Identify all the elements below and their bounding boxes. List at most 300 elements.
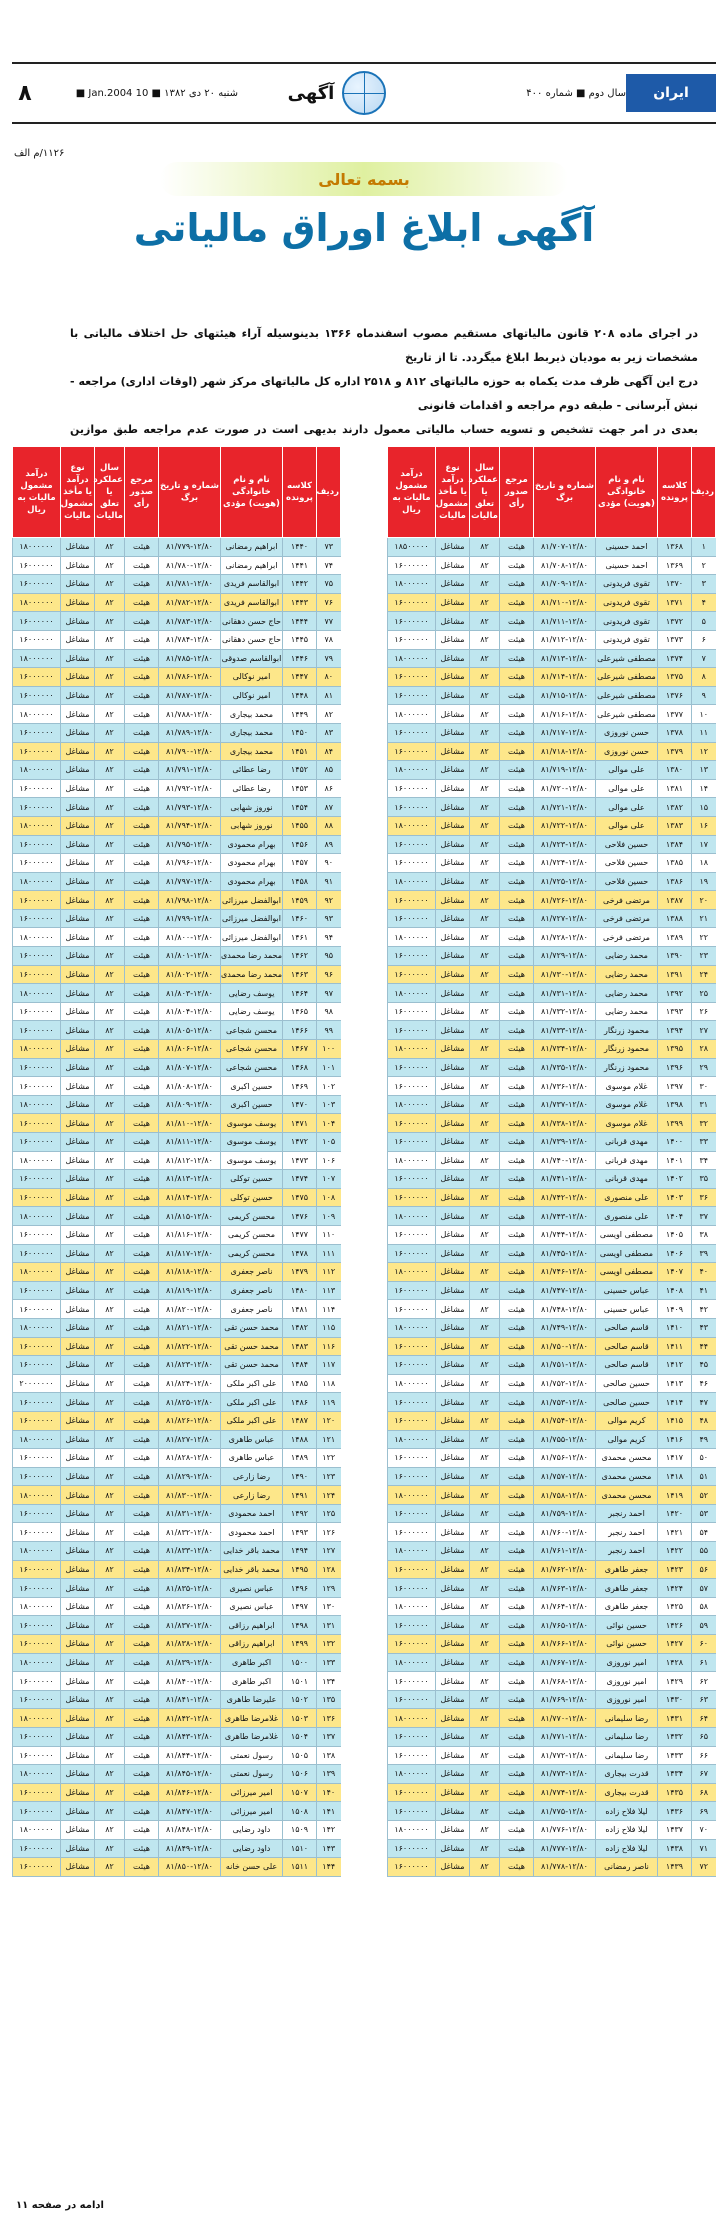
table-cell: هیئت — [500, 1188, 534, 1207]
table-cell: ۴۳ — [692, 1318, 716, 1337]
table-cell: ۱۸۰۰۰۰۰۰ — [388, 1765, 436, 1784]
table-cell: علی اکبر ملکی — [221, 1393, 283, 1412]
table-cell: ۸۱/۷۵۴-۱۲/۸۰ — [534, 1411, 596, 1430]
table-cell: ۱۱۵ — [317, 1318, 341, 1337]
table-cell: ۱۶۰۰۰۰۰۰ — [388, 1690, 436, 1709]
table-cell: عباس حسینی — [596, 1281, 658, 1300]
table-cell: ابوالفضل میرزائی — [221, 909, 283, 928]
table-cell: محسن شجاعی — [221, 1058, 283, 1077]
table-cell: کریم موالی — [596, 1411, 658, 1430]
table-cell: ۸۱/۸۴۵-۱۲/۸۰ — [159, 1765, 221, 1784]
table-cell: ۱۶۰۰۰۰۰۰ — [388, 1411, 436, 1430]
table-row — [388, 1244, 716, 1263]
table-row — [388, 1783, 716, 1802]
table-cell: ۸۲ — [470, 965, 500, 984]
table-cell: مشاغل — [436, 1021, 470, 1040]
table-row — [388, 798, 716, 817]
table-row — [13, 1356, 341, 1375]
table-row — [13, 1077, 341, 1096]
table-cell: هیئت — [500, 612, 534, 631]
table-cell: هیئت — [500, 723, 534, 742]
table-cell: ۸۲ — [470, 779, 500, 798]
table-cell: ۵۴ — [692, 1523, 716, 1542]
table-cell: مشاغل — [436, 1263, 470, 1282]
table-cell: ۱۴۳۹ — [658, 1858, 692, 1877]
table-cell: مشاغل — [436, 556, 470, 575]
table-cell: ۸۲ — [95, 1542, 125, 1561]
table-cell: ۸۲ — [95, 1449, 125, 1468]
table-cell: ۱۰۵ — [317, 1133, 341, 1152]
table-cell: ۸۱/۷۸۵-۱۲/۸۰ — [159, 649, 221, 668]
table-cell: ۱۶۰۰۰۰۰۰ — [13, 1393, 61, 1412]
table-cell: هیئت — [125, 723, 159, 742]
table-cell: ۱۳۹۱ — [658, 965, 692, 984]
table-row — [13, 538, 341, 557]
table-cell: ۸۲ — [470, 1635, 500, 1654]
table-cell: مشاغل — [61, 1374, 95, 1393]
table-cell: محسن محمدی — [596, 1467, 658, 1486]
table-cell: ۱۶۰۰۰۰۰۰ — [13, 1300, 61, 1319]
table-cell: علی اکبر ملکی — [221, 1411, 283, 1430]
table-cell: ۱۰۲ — [317, 1077, 341, 1096]
table-cell: هیئت — [125, 1542, 159, 1561]
table-row — [388, 1858, 716, 1877]
table-cell: ۸۲ — [95, 1244, 125, 1263]
table-cell: ۱۱۴ — [317, 1300, 341, 1319]
table-cell: هیئت — [125, 761, 159, 780]
table-cell: ۱۶۰۰۰۰۰۰ — [388, 947, 436, 966]
table-cell: مشاغل — [436, 1040, 470, 1059]
table-cell: ۱۴۵۵ — [283, 816, 317, 835]
table-cell: ۳۸ — [692, 1225, 716, 1244]
table-cell: ۱۳۹۲ — [658, 984, 692, 1003]
table-cell: قدرت بیجاری — [596, 1783, 658, 1802]
table-cell: لیلا فلاح زاده — [596, 1820, 658, 1839]
table-cell: نوروز شهابی — [221, 798, 283, 817]
table-cell: ۱۴۰۸ — [658, 1281, 692, 1300]
table-cell: ۸۲ — [470, 1709, 500, 1728]
table-cell: ۱۳۱ — [317, 1616, 341, 1635]
table-cell: ۱۴۴ — [317, 1858, 341, 1877]
table-cell: ۷۴ — [317, 556, 341, 575]
table-cell: مشاغل — [436, 649, 470, 668]
table-cell: ۱۴۱۷ — [658, 1449, 692, 1468]
table-cell: هیئت — [500, 1709, 534, 1728]
table-cell: ۱۶۰۰۰۰۰۰ — [13, 835, 61, 854]
table-cell: ۸۲ — [95, 1635, 125, 1654]
table-cell: هیئت — [500, 1802, 534, 1821]
table-cell: مشاغل — [61, 1653, 95, 1672]
table-cell: ۱۴۰۱ — [658, 1151, 692, 1170]
table-cell: ۸۲ — [470, 761, 500, 780]
table-cell: ۱۶۰۰۰۰۰۰ — [13, 1133, 61, 1152]
table-cell: ۱۳۳ — [317, 1653, 341, 1672]
table-cell: ۷۳ — [317, 538, 341, 557]
table-cell: مشاغل — [61, 1616, 95, 1635]
table-cell: عباس حسینی — [596, 1300, 658, 1319]
table-cell: هیئت — [500, 538, 534, 557]
table-cell: ۸۲ — [95, 1188, 125, 1207]
table-cell: هیئت — [125, 816, 159, 835]
table-cell: هیئت — [500, 891, 534, 910]
table-row — [13, 1820, 341, 1839]
table-cell: هیئت — [125, 1746, 159, 1765]
table-cell: مشاغل — [436, 1746, 470, 1765]
table-cell: نوروز شهابی — [221, 816, 283, 835]
column-header: ردیف — [317, 447, 341, 538]
table-row — [13, 761, 341, 780]
table-cell: ۱۶۰۰۰۰۰۰ — [388, 1467, 436, 1486]
table-cell: ۸۲ — [470, 1077, 500, 1096]
table-cell: ۱۶۰۰۰۰۰۰ — [388, 1337, 436, 1356]
table-cell: هیئت — [125, 798, 159, 817]
table-cell: ۱۰۱ — [317, 1058, 341, 1077]
column-header: درآمد مشمول مالیات به ریال — [388, 447, 436, 538]
table-cell: ۱۴۶۵ — [283, 1002, 317, 1021]
table-row — [388, 1690, 716, 1709]
table-cell: ۶۸ — [692, 1783, 716, 1802]
table-cell: ۸۲ — [470, 686, 500, 705]
table-cell: ۸۱/۸۴۶-۱۲/۸۰ — [159, 1783, 221, 1802]
table-cell: ۸۲ — [470, 835, 500, 854]
table-cell: ۱۶۰۰۰۰۰۰ — [388, 1188, 436, 1207]
table-cell: مشاغل — [436, 1449, 470, 1468]
table-cell: بهرام محمودی — [221, 854, 283, 873]
table-cell: مشاغل — [61, 723, 95, 742]
table-row — [388, 891, 716, 910]
table-cell: ۱۵۱۰ — [283, 1839, 317, 1858]
column-header: شماره و تاریخ برگ — [534, 447, 596, 538]
table-cell: عباس نصیری — [221, 1597, 283, 1616]
table-cell: ۸۱/۸۲۹-۱۲/۸۰ — [159, 1467, 221, 1486]
table-row — [13, 1672, 341, 1691]
table-cell: ۱۴۴۷ — [283, 668, 317, 687]
table-cell: ۸۲ — [95, 1802, 125, 1821]
table-cell: مشاغل — [436, 947, 470, 966]
table-cell: مشاغل — [61, 1560, 95, 1579]
table-cell: هیئت — [500, 1783, 534, 1802]
table-cell: ۱۶۰۰۰۰۰۰ — [13, 798, 61, 817]
table-row — [388, 872, 716, 891]
table-cell: هیئت — [500, 686, 534, 705]
table-cell: ۸۲ — [95, 1374, 125, 1393]
table-cell: ۱۴۳۱ — [658, 1709, 692, 1728]
table-cell: ۱۸۰۰۰۰۰۰ — [13, 1765, 61, 1784]
column-header: کلاسه پرونده — [658, 447, 692, 538]
table-cell: علی موالی — [596, 779, 658, 798]
table-cell: ۱۸۰۰۰۰۰۰ — [13, 928, 61, 947]
table-cell: ۸۲ — [470, 1579, 500, 1598]
table-cell: ۸۲ — [95, 1783, 125, 1802]
table-cell: ۸۸ — [317, 816, 341, 835]
table-cell: ۱۳۹۹ — [658, 1114, 692, 1133]
table-cell: ۱۴۰۴ — [658, 1207, 692, 1226]
table-cell: محسن کریمی — [221, 1207, 283, 1226]
table-cell: علی منصوری — [596, 1188, 658, 1207]
table-cell: مشاغل — [61, 1263, 95, 1282]
table-cell: ۱۴۵۶ — [283, 835, 317, 854]
table-row — [388, 816, 716, 835]
table-cell: ۵۹ — [692, 1616, 716, 1635]
intro-text — [70, 322, 698, 466]
table-cell: مشاغل — [61, 612, 95, 631]
table-cell: ۸۱/۷۲۳-۱۲/۸۰ — [534, 835, 596, 854]
table-cell: مشاغل — [61, 1467, 95, 1486]
table-cell: هیئت — [125, 965, 159, 984]
table-cell: ۶۲ — [692, 1672, 716, 1691]
table-cell: ۱۴۷۹ — [283, 1263, 317, 1282]
table-cell: هیئت — [125, 854, 159, 873]
table-cell: ۱۵۰۵ — [283, 1746, 317, 1765]
table-cell: مشاغل — [61, 984, 95, 1003]
table-cell: ۱۶۰۰۰۰۰۰ — [13, 686, 61, 705]
table-cell: ۱۵۰۰ — [283, 1653, 317, 1672]
table-row — [13, 1095, 341, 1114]
table-cell: مشاغل — [436, 1765, 470, 1784]
table-cell: ۱۶۰۰۰۰۰۰ — [13, 1858, 61, 1877]
table-cell: محمد باقر خدایی — [221, 1560, 283, 1579]
table-cell: ۸۲ — [470, 1597, 500, 1616]
table-row — [13, 1188, 341, 1207]
table-cell: هیئت — [500, 1504, 534, 1523]
table-cell: مشاغل — [436, 1393, 470, 1412]
table-cell: مشاغل — [436, 1820, 470, 1839]
table-cell: ۸۲ — [95, 1095, 125, 1114]
table-cell: ۸۲ — [95, 835, 125, 854]
table-cell: ۱۴۷۵ — [283, 1188, 317, 1207]
table-cell: هیئت — [500, 1095, 534, 1114]
table-cell: مشاغل — [61, 1170, 95, 1189]
table-cell: هیئت — [125, 984, 159, 1003]
table-cell: ۱۶۰۰۰۰۰۰ — [13, 891, 61, 910]
table-cell: هیئت — [500, 1560, 534, 1579]
table-cell: ۸۲ — [95, 1579, 125, 1598]
table-row — [13, 1411, 341, 1430]
table-cell: ۱۴۳۸ — [658, 1839, 692, 1858]
table-cell: ۸۲ — [470, 1728, 500, 1747]
table-cell: ۱۵۰۱ — [283, 1672, 317, 1691]
column-header: درآمد مشمول مالیات به ریال — [13, 447, 61, 538]
table-cell: ۱۶۰۰۰۰۰۰ — [388, 1616, 436, 1635]
table-cell: ۱۳ — [692, 761, 716, 780]
table-cell: ۱۳۷۷ — [658, 705, 692, 724]
table-cell: رضا سلیمانی — [596, 1709, 658, 1728]
section-title: آگهی — [287, 82, 335, 104]
table-cell: محمد رضایی — [596, 947, 658, 966]
table-cell: ۸۲ — [470, 1281, 500, 1300]
table-cell: ۱۲۹ — [317, 1579, 341, 1598]
table-row — [388, 742, 716, 761]
table-cell: ۸۱/۷۲۱-۱۲/۸۰ — [534, 798, 596, 817]
table-cell: ۸۲ — [95, 1077, 125, 1096]
table-cell: ۸۲ — [95, 1653, 125, 1672]
table-cell: ۱۶۰۰۰۰۰۰ — [13, 1170, 61, 1189]
table-cell: ۸۱/۷۷۱-۱۲/۸۰ — [534, 1728, 596, 1747]
table-cell: ۵۶ — [692, 1560, 716, 1579]
table-row — [13, 1151, 341, 1170]
table-cell: مشاغل — [436, 1318, 470, 1337]
table-cell: ۸۲ — [470, 1486, 500, 1505]
table-cell: ۸۲ — [470, 1300, 500, 1319]
table-cell: ۱۴۱۸ — [658, 1467, 692, 1486]
table-cell: ۱۱۱ — [317, 1244, 341, 1263]
table-cell: ۸۲ — [470, 1746, 500, 1765]
column-header: مرجع صدور رأی — [500, 447, 534, 538]
table-cell: مشاغل — [436, 854, 470, 873]
table-cell: حسین صالحی — [596, 1393, 658, 1412]
table-cell: هیئت — [125, 1225, 159, 1244]
table-cell: علیرضا طاهری — [221, 1690, 283, 1709]
table-row — [388, 1635, 716, 1654]
table-cell: ۱۶۰۰۰۰۰۰ — [388, 1300, 436, 1319]
table-row — [13, 1244, 341, 1263]
table-cell: ۹۲ — [317, 891, 341, 910]
table-row — [13, 1802, 341, 1821]
table-cell: هیئت — [500, 630, 534, 649]
bismillah-banner: بسمه تعالی — [160, 162, 568, 196]
table-cell: مشاغل — [61, 1393, 95, 1412]
table-row — [13, 1728, 341, 1747]
table-row — [388, 1467, 716, 1486]
table-cell: مشاغل — [436, 816, 470, 835]
table-cell: ۸۲ — [95, 1225, 125, 1244]
table-cell: هیئت — [125, 1765, 159, 1784]
table-cell: ۱۳۷۱ — [658, 593, 692, 612]
table-cell: ۲۷ — [692, 1021, 716, 1040]
table-cell: مشاغل — [436, 1133, 470, 1152]
table-cell: ۸۱/۷۱۲-۱۲/۸۰ — [534, 630, 596, 649]
table-cell: ۸۲ — [470, 1225, 500, 1244]
table-cell: ۱۸۰۰۰۰۰۰ — [388, 816, 436, 835]
table-cell: ۸۲ — [470, 798, 500, 817]
column-header: نوع درآمد یا مأخذ مشمول مالیات — [436, 447, 470, 538]
table-cell: هیئت — [500, 1040, 534, 1059]
table-cell: ۱۴۳۰ — [658, 1690, 692, 1709]
table-cell: مشاغل — [61, 1672, 95, 1691]
table-cell: ۸۲ — [95, 1393, 125, 1412]
table-cell: مشاغل — [436, 1579, 470, 1598]
table-cell: ۸۱/۷۹۴-۱۲/۸۰ — [159, 816, 221, 835]
table-cell: ۸۱/۷۶۶-۱۲/۸۰ — [534, 1635, 596, 1654]
table-cell: هیئت — [125, 928, 159, 947]
table-cell: احمد رنجبر — [596, 1504, 658, 1523]
table-cell: ۱۶۰۰۰۰۰۰ — [388, 1021, 436, 1040]
table-cell: مشاغل — [61, 1207, 95, 1226]
table-cell: ۸۲ — [95, 1281, 125, 1300]
table-cell: مهدی قربانی — [596, 1151, 658, 1170]
table-cell: ۸۱/۸۰۲-۱۲/۸۰ — [159, 965, 221, 984]
table-cell: مشاغل — [436, 984, 470, 1003]
table-cell: ۱۸۰۰۰۰۰۰ — [388, 1318, 436, 1337]
table-cell: مشاغل — [61, 1281, 95, 1300]
table-cell: ۱۸۵۰۰۰۰۰ — [388, 538, 436, 557]
table-cell: ۱۶۰۰۰۰۰۰ — [388, 798, 436, 817]
table-row — [13, 668, 341, 687]
table-cell: ۸۲ — [95, 742, 125, 761]
table-cell: ۸۲ — [470, 1839, 500, 1858]
table-cell: ۱۴۸۰ — [283, 1281, 317, 1300]
table-cell: ۱۳۷۶ — [658, 686, 692, 705]
table-cell: ۸۱/۷۹۸-۱۲/۸۰ — [159, 891, 221, 910]
table-row — [388, 1300, 716, 1319]
table-cell: مصطفی شیرعلی — [596, 649, 658, 668]
table-cell: مشاغل — [436, 1114, 470, 1133]
table-cell: لیلا فلاح زاده — [596, 1839, 658, 1858]
table-cell: مشاغل — [436, 1411, 470, 1430]
table-cell: ۸۱/۸۲۰-۱۲/۸۰ — [159, 1300, 221, 1319]
table-row — [13, 835, 341, 854]
table-row — [13, 1133, 341, 1152]
table-cell: مشاغل — [61, 1765, 95, 1784]
table-cell: ۱۹ — [692, 872, 716, 891]
table-cell: هیئت — [125, 1058, 159, 1077]
table-cell: ۱۴۱۴ — [658, 1393, 692, 1412]
table-cell: ۱۶۰۰۰۰۰۰ — [388, 1225, 436, 1244]
table-cell: ۸۲ — [470, 668, 500, 687]
table-cell: امیر میرزائی — [221, 1802, 283, 1821]
table-cell: هیئت — [125, 1002, 159, 1021]
table-row — [388, 1225, 716, 1244]
table-cell: ۸۲ — [470, 1095, 500, 1114]
table-cell: ۸۱/۷۶۹-۱۲/۸۰ — [534, 1690, 596, 1709]
table-cell: ۸۱/۷۷۵-۱۲/۸۰ — [534, 1802, 596, 1821]
table-cell: ۱۸۰۰۰۰۰۰ — [388, 872, 436, 891]
table-row — [13, 1746, 341, 1765]
table-cell: ۱۱۶ — [317, 1337, 341, 1356]
table-cell: ۱۸۰۰۰۰۰۰ — [388, 575, 436, 594]
table-cell: ۸۴ — [317, 742, 341, 761]
table-cell: ۹۳ — [317, 909, 341, 928]
table-cell: ۱۶۰۰۰۰۰۰ — [13, 742, 61, 761]
table-cell: ۸۱/۸۳۴-۱۲/۸۰ — [159, 1560, 221, 1579]
table-row — [13, 1653, 341, 1672]
table-cell: ۱۶۰۰۰۰۰۰ — [388, 1002, 436, 1021]
table-cell: ۱۴۹۴ — [283, 1542, 317, 1561]
table-cell: حسین توکلی — [221, 1170, 283, 1189]
table-cell: ۸۲ — [470, 1616, 500, 1635]
table-cell: ۸۱/۷۲۸-۱۲/۸۰ — [534, 928, 596, 947]
table-cell: ۱۸۰۰۰۰۰۰ — [13, 1653, 61, 1672]
table-cell: ۱۶۰۰۰۰۰۰ — [388, 686, 436, 705]
column-header: مرجع صدور رأی — [125, 447, 159, 538]
table-cell: ۸۲ — [95, 1133, 125, 1152]
table-cell: هیئت — [125, 1337, 159, 1356]
table-cell: ۱۵۰۸ — [283, 1802, 317, 1821]
table-cell: ۱۶۰۰۰۰۰۰ — [13, 1058, 61, 1077]
table-cell: احمد حسینی — [596, 556, 658, 575]
table-cell: ۱۴۹۷ — [283, 1597, 317, 1616]
table-cell: ۱۶۰۰۰۰۰۰ — [13, 779, 61, 798]
table-cell: هیئت — [125, 1449, 159, 1468]
table-cell: ۸۱/۷۴۱-۱۲/۸۰ — [534, 1170, 596, 1189]
table-cell: ۸۲ — [95, 1858, 125, 1877]
table-cell: ۸۱/۸۱۹-۱۲/۸۰ — [159, 1281, 221, 1300]
table-cell: ۸۱/۸۴۰-۱۲/۸۰ — [159, 1672, 221, 1691]
table-cell: ۸۲ — [95, 1560, 125, 1579]
table-cell: مشاغل — [61, 1058, 95, 1077]
table-cell: مشاغل — [436, 1244, 470, 1263]
table-cell: ۱۰۷ — [317, 1170, 341, 1189]
table-cell: امیر نوروزی — [596, 1672, 658, 1691]
table-cell: مشاغل — [436, 1504, 470, 1523]
table-row — [13, 1040, 341, 1059]
table-cell: مشاغل — [61, 1133, 95, 1152]
table-cell: ۸۲ — [470, 630, 500, 649]
table-row — [388, 947, 716, 966]
table-cell: ۱۴۴۶ — [283, 649, 317, 668]
table-cell: ۸۲ — [470, 1337, 500, 1356]
table-cell: ابوالفضل میرزائی — [221, 891, 283, 910]
